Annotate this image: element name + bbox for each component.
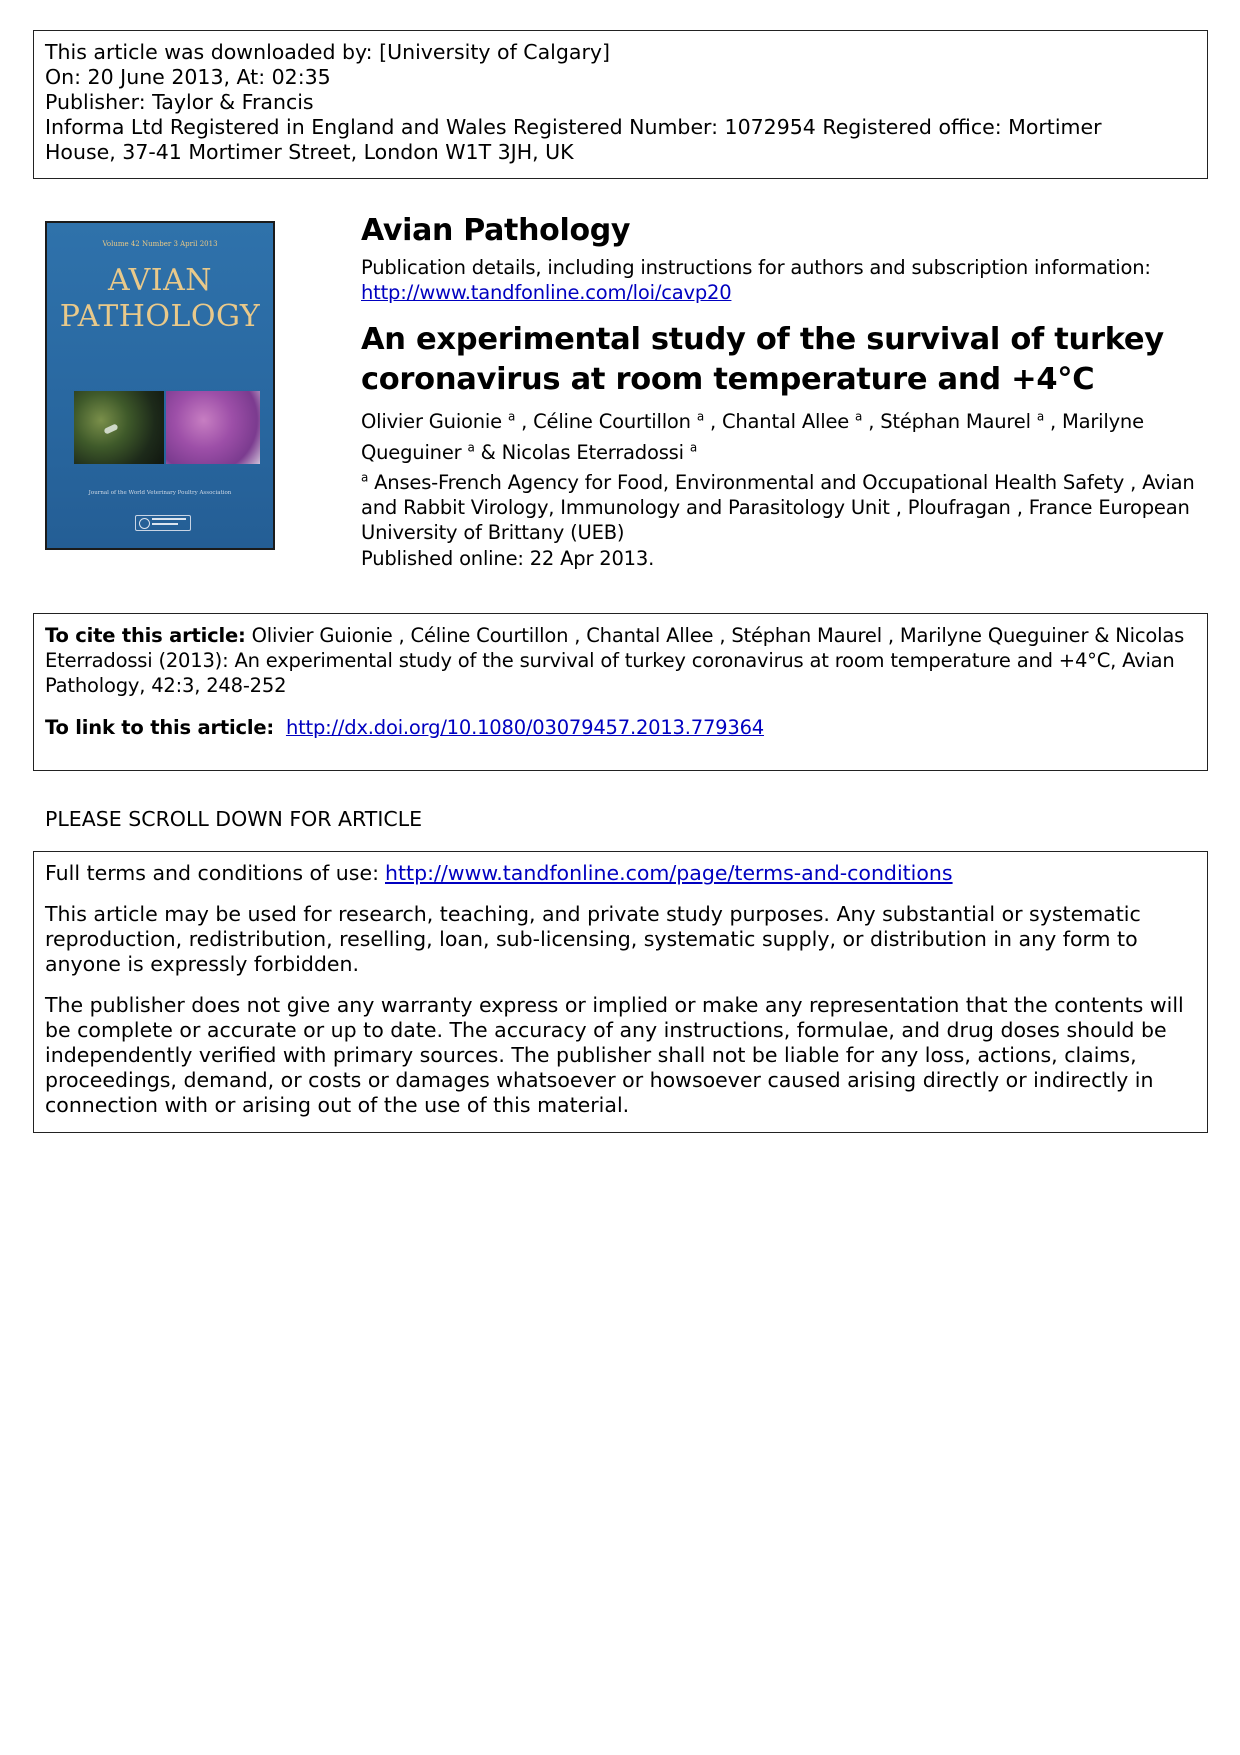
terms-link[interactable]: http://www.tandfonline.com/page/terms-and-conditions — [385, 861, 953, 885]
affiliation — [361, 470, 1201, 545]
author-separator: , — [703, 410, 722, 433]
terms-label: Full terms and conditions of use: — [45, 861, 379, 885]
author-name: Nicolas Eterradossi — [501, 441, 690, 464]
author-name: Céline Courtillon — [533, 410, 697, 433]
author-line-2 — [361, 437, 1144, 468]
publisher-logo-icon — [135, 515, 191, 531]
author-affiliation-mark: a — [689, 440, 697, 455]
author-affiliation-mark: a — [467, 440, 475, 455]
usage-paragraph: This article may be used for research, teaching, and private study purposes. Any substantial or systematic reproduction, redistribution, reselling, loan, sub-licensing, systematic supply, or distribution in any form to anyone is expressly forbidden. — [45, 902, 1141, 976]
citation-label: To cite this article: — [45, 624, 246, 647]
author-separator: & — [474, 441, 502, 464]
author-name: Stéphan Maurel — [880, 410, 1037, 433]
author-name: Queguiner — [361, 441, 468, 464]
journal-cover-image — [45, 221, 275, 550]
article-link-label: To link to this article: — [45, 716, 274, 739]
author-separator: , — [515, 410, 534, 433]
author-name: Chantal Allee — [721, 410, 856, 433]
cover-title-line-1: AVIAN — [107, 263, 213, 298]
registered-line-2: House, 37-41 Mortimer Street, London W1T 3JH, UK — [45, 140, 574, 164]
terms-row — [45, 861, 1196, 886]
citation-paragraph — [45, 623, 1196, 698]
cover-title-line-2: PATHOLOGY — [59, 299, 261, 334]
cover-photo-left — [74, 391, 164, 464]
registered-line-1: Informa Ltd Registered in England and Wales Registered Number: 1072954 Registered office: Mortimer — [45, 115, 1102, 139]
cover-tagline: Journal of the World Veterinary Poultry Association — [88, 490, 232, 496]
journal-url-link[interactable]: http://www.tandfonline.com/loi/cavp20 — [361, 281, 732, 304]
publication-details: Publication details, including instructions for authors and subscription information: — [361, 256, 1151, 279]
author-affiliation-mark: a — [1036, 409, 1044, 424]
citation-box — [33, 613, 1208, 771]
author-separator: , Marilyne — [1043, 410, 1144, 433]
publisher-line: Publisher: Taylor & Francis — [45, 90, 314, 114]
downloaded-by-line: This article was downloaded by: [University of Calgary] — [45, 40, 611, 64]
author-affiliation-mark: a — [696, 409, 704, 424]
author-name: Olivier Guionie — [361, 410, 508, 433]
author-affiliation-mark: a — [507, 409, 516, 424]
affiliation-mark: a — [361, 470, 369, 485]
article-link-row — [45, 715, 1196, 740]
article-title-line-2: coronavirus at room temperature and +4°C — [361, 362, 1095, 397]
author-list — [361, 406, 1144, 468]
download-date-line: On: 20 June 2013, At: 02:35 — [45, 65, 331, 89]
cover-volume-line: Volume 42 Number 3 April 2013 — [102, 240, 218, 248]
author-line-1 — [361, 406, 1144, 437]
download-info-box — [33, 30, 1208, 179]
author-separator: , — [862, 410, 881, 433]
article-title — [361, 320, 1164, 400]
citation-text: Olivier Guionie , Céline Courtillon , Chantal Allee , Stéphan Maurel , Marilyne Queguiner & Nicolas Eterradossi (2013): An experimental study of the survival of turkey coronavirus at room temperature and +4°C, Avian Pathology, 42:3, 248-252 — [45, 624, 1185, 697]
affiliation-text: Anses-French Agency for Food, Environmental and Occupational Health Safety , Avian and Rabbit Virology, Immunology and Parasitology Unit , Ploufragan , France European University of Brittany (UEB) — [361, 471, 1195, 544]
author-affiliation-mark: a — [855, 409, 863, 424]
disclaimer-paragraph: The publisher does not give any warranty express or implied or make any representation that the contents will be complete or accurate or up to date. The accuracy of any instructions, formulae, and drug doses should be independently verified with primary sources. The publisher shall not be liable for any loss, actions, claims, proceedings, demand, or costs or damages whatsoever or howsoever caused arising directly or indirectly in connection with or arising out of the use of this material. — [45, 993, 1184, 1117]
article-title-line-1: An experimental study of the survival of turkey — [361, 322, 1164, 357]
journal-title: Avian Pathology — [361, 213, 631, 248]
cover-photo-right — [166, 391, 260, 464]
doi-link[interactable]: http://dx.doi.org/10.1080/03079457.2013.779364 — [285, 716, 765, 739]
terms-box — [33, 851, 1208, 1133]
published-online-date: Published online: 22 Apr 2013. — [361, 547, 655, 570]
scroll-down-note: PLEASE SCROLL DOWN FOR ARTICLE — [45, 807, 423, 831]
